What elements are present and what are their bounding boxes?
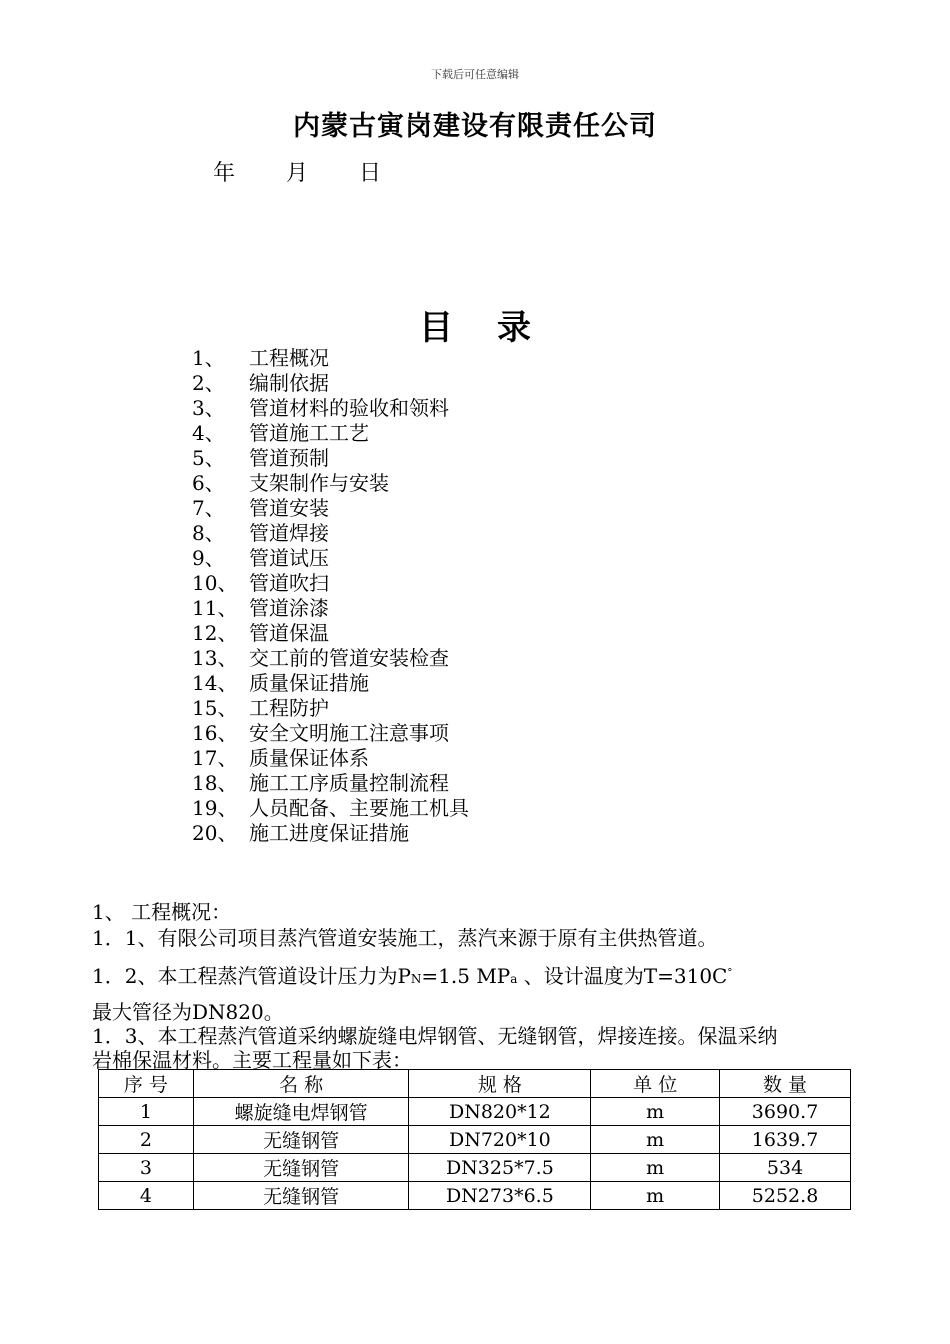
table-cell: 4	[99, 1182, 194, 1210]
toc-item-number: 19、	[192, 796, 238, 820]
toc-item-label: 施工进度保证措施	[249, 821, 409, 845]
toc-item-number: 9、	[192, 546, 225, 570]
table-cell: 螺旋缝电焊钢管	[193, 1098, 409, 1126]
table-cell: 5252.8	[720, 1182, 851, 1210]
toc-item-label: 施工工序质量控制流程	[249, 771, 449, 795]
toc-item-label: 质量保证措施	[249, 671, 369, 695]
toc-item	[192, 671, 469, 696]
toc-item-label: 管道保温	[249, 621, 329, 645]
table-cell: DN820*12	[409, 1098, 591, 1126]
toc-item	[192, 346, 469, 371]
table-cell: DN720*10	[409, 1126, 591, 1154]
toc-item-number: 8、	[192, 521, 225, 545]
table-cell: 534	[720, 1154, 851, 1182]
toc-item-number: 11、	[192, 596, 238, 620]
toc-item	[192, 496, 469, 521]
toc-item	[192, 796, 469, 821]
toc-item-number: 20、	[192, 821, 238, 845]
table-cell: m	[591, 1098, 720, 1126]
quantity-table	[98, 1069, 851, 1210]
toc-item-label: 管道施工工艺	[249, 421, 369, 445]
date-year: 年	[213, 161, 236, 186]
toc-item	[192, 596, 469, 621]
p2-b: =1.5 MP	[421, 964, 511, 988]
toc-item-label: 编制依据	[249, 371, 329, 395]
toc-item-label: 管道预制	[249, 446, 329, 470]
section1-p3: 最大管径为DN820。	[92, 1000, 284, 1024]
toc-item-label: 管道材料的验收和领料	[249, 396, 449, 420]
toc-item-number: 6、	[192, 471, 225, 495]
toc-item-label: 人员配备、主要施工机具	[249, 796, 469, 820]
toc-item-label: 交工前的管道安装检查	[249, 646, 449, 670]
header-cell: 数 量	[720, 1070, 851, 1098]
toc-item-label: 安全文明施工注意事项	[249, 721, 449, 745]
toc-item-number: 14、	[192, 671, 238, 695]
toc-item-number: 5、	[192, 446, 225, 470]
toc-item-number: 2、	[192, 371, 225, 395]
toc-item-label: 管道吹扫	[249, 571, 329, 595]
table-cell: m	[591, 1154, 720, 1182]
toc-item-label: 管道安装	[249, 496, 329, 520]
table-header-row	[99, 1070, 851, 1098]
toc-item	[192, 396, 469, 421]
toc-item-number: 17、	[192, 746, 238, 770]
table-cell: m	[591, 1126, 720, 1154]
toc-item-number: 16、	[192, 721, 238, 745]
section1-p2	[92, 960, 732, 989]
header-cell: 规 格	[409, 1070, 591, 1098]
toc-item-number: 1、	[192, 346, 225, 370]
toc-item-label: 工程防护	[249, 696, 329, 720]
toc-item-number: 3、	[192, 396, 225, 420]
toc-item	[192, 371, 469, 396]
toc-item-number: 15、	[192, 696, 238, 720]
section1-p1: 1．1、有限公司项目蒸汽管道安装施工，蒸汽来源于原有主供热管道。	[92, 926, 718, 950]
date-line	[213, 156, 381, 187]
toc-item-number: 4、	[192, 421, 225, 445]
toc-item-label: 管道焊接	[249, 521, 329, 545]
toc-item-number: 12、	[192, 621, 238, 645]
header-cell: 序 号	[99, 1070, 194, 1098]
toc-item	[192, 746, 469, 771]
p2-sub2: a	[510, 972, 518, 986]
toc-item	[192, 771, 469, 796]
company-title: 内蒙古寅岗建设有限责任公司	[293, 111, 657, 142]
toc-item-label: 管道涂漆	[249, 596, 329, 620]
section1-p4: 1．3、本工程蒸汽管道采纳螺旋缝电焊钢管、无缝钢管，焊接连接。保温采纳	[92, 1024, 778, 1048]
p2-a: 1．2、本工程蒸汽管道设计压力为P	[92, 964, 411, 988]
toc-item	[192, 621, 469, 646]
toc-item	[192, 546, 469, 571]
toc-item-number: 18、	[192, 771, 238, 795]
table-cell: DN325*7.5	[409, 1154, 591, 1182]
table-cell: m	[591, 1182, 720, 1210]
table-cell: 3	[99, 1154, 194, 1182]
toc-title-right: 录	[497, 308, 531, 348]
section1-p5: 岩棉保温材料。主要工程量如下表：	[92, 1048, 412, 1072]
toc-item-label: 质量保证体系	[249, 746, 369, 770]
date-day: 日	[359, 161, 382, 186]
p2-sup: °	[727, 967, 733, 979]
table-cell: 1639.7	[720, 1126, 851, 1154]
toc-item	[192, 446, 469, 471]
table-cell: 无缝钢管	[193, 1182, 409, 1210]
table-row	[99, 1126, 851, 1154]
toc-item-number: 10、	[192, 571, 238, 595]
table-cell: 3690.7	[720, 1098, 851, 1126]
header-note: 下载后可任意编辑	[431, 68, 519, 81]
toc-item-number: 7、	[192, 496, 225, 520]
toc-item	[192, 521, 469, 546]
section1-heading: 1、 工程概况：	[92, 900, 232, 924]
table-cell: 无缝钢管	[193, 1126, 409, 1154]
table-row	[99, 1154, 851, 1182]
table-cell: DN273*6.5	[409, 1182, 591, 1210]
table-cell: 1	[99, 1098, 194, 1126]
toc-item	[192, 696, 469, 721]
toc-item-label: 管道试压	[249, 546, 329, 570]
p2-sub1: N	[410, 972, 422, 986]
toc-item	[192, 471, 469, 496]
table-of-contents	[192, 346, 469, 846]
table-row	[99, 1182, 851, 1210]
table-cell: 2	[99, 1126, 194, 1154]
toc-item-label: 支架制作与安装	[249, 471, 389, 495]
toc-item	[192, 571, 469, 596]
date-month: 月	[286, 161, 309, 186]
table-row	[99, 1098, 851, 1126]
p2-c: 、设计温度为T=310C	[517, 964, 728, 988]
toc-item	[192, 421, 469, 446]
toc-title-left: 目	[419, 308, 453, 348]
toc-item	[192, 821, 469, 846]
toc-item-label: 工程概况	[249, 346, 329, 370]
header-cell: 名 称	[193, 1070, 409, 1098]
header-cell: 单 位	[591, 1070, 720, 1098]
toc-item	[192, 721, 469, 746]
table-cell: 无缝钢管	[193, 1154, 409, 1182]
toc-title	[0, 300, 950, 349]
toc-item	[192, 646, 469, 671]
toc-item-number: 13、	[192, 646, 238, 670]
